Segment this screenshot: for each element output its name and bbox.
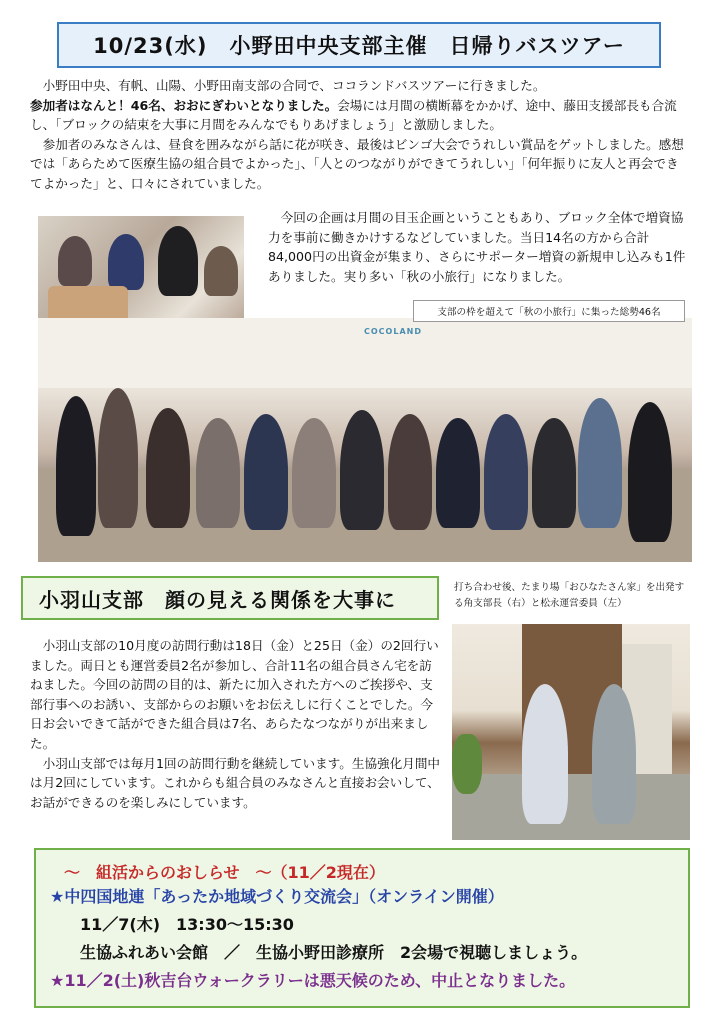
- article2-para2: 小羽山支部では毎月1回の訪問行動を継続しています。生協強化月間中は月2回にしています。これからも組合員のみなさんと直接お会いして、お話ができるのを楽しみにしています。: [30, 755, 441, 810]
- notice-item2: ★11／2(土)秋吉台ウォークラリーは悪天候のため、中止となりました。: [50, 971, 576, 990]
- article2-photo-caption: 打ち合わせ後、たまり場「おひなたさん家」を出発する角支部長（右）と松永運営委員（左）: [454, 582, 685, 609]
- notice-item1-place: 生協ふれあい会館 ／ 生協小野田診療所 2会場で視聴しましょう。: [80, 943, 588, 962]
- notice-box: [34, 848, 690, 1008]
- cocoland-sign: COCOLAND: [364, 327, 422, 336]
- article1-para2: 参加者のみなさんは、昼食を囲みながら話に花が咲き、最後はビンゴ大会でうれしい賞品をゲットしました。感想では「あらためて医療生協の組合員でよかった」、「人とのつながりができてうれしい」「何年振りに友人と再会できてよかった」と、口々にされていました。: [30, 136, 684, 191]
- notice-item1-title: ★中四国地連「あったか地域づくり交流会」（オンライン開催）: [50, 887, 504, 906]
- article1-title: 10/23(水) 小野田中央支部主催 日帰りバスツアー: [57, 22, 661, 68]
- article2-para1: 小羽山支部の10月度の訪問行動は18日（金）と25日（金）の2回行いました。両日とも運営委員2名が参加し、合計11名の組合員さん宅を訪ねました。今回の訪問の目的は、新たに加入された方へのご挨拶や、支部行事へのお誘い、支部からのお願いをお伝えしに行くことでした。今日お会いできて話ができた組合員は7名、あらたなつながりが出来ました。: [30, 638, 439, 751]
- departure-photo: [452, 624, 690, 840]
- group-photo-caption: 支部の枠を超えて「秋の小旅行」に集った総勢46名: [413, 300, 685, 322]
- article1-para1-lead: 小野田中央、有帆、山陽、小野田南支部の合同で、ココランドバスツアーに行きました。: [30, 78, 546, 93]
- article1-para3: 今回の企画は月間の目玉企画ということもあり、ブロック全体で増資協力を事前に働きかけするなどしていました。当日14名の方から合計84,000円の出資金が集まり、さらにサポーター増資の新規申し込みも1件ありました。実り多い「秋の小旅行」になりました。: [268, 210, 686, 284]
- article2-body: [30, 636, 442, 812]
- notice-heading: ～ 組活からのおしらせ ～（11／2現在）: [64, 863, 385, 882]
- group-photo: [38, 318, 692, 562]
- notice-item1-time: 11／7(木) 13:30～15:30: [80, 915, 294, 934]
- article2-title: 小羽山支部 顔の見える関係を大事に: [21, 576, 439, 620]
- article1-para1-bold: 参加者はなんと！46名、おおにぎわいとなりました。: [30, 97, 338, 113]
- article1-body: [30, 76, 690, 194]
- article1-para1-rest: 会場には月間の横断幕をかかげ、途中、藤田支援部長も合流し、「ブロックの結束を大事に月間をみんなでもりあげましょう」と激励しました。: [30, 97, 677, 133]
